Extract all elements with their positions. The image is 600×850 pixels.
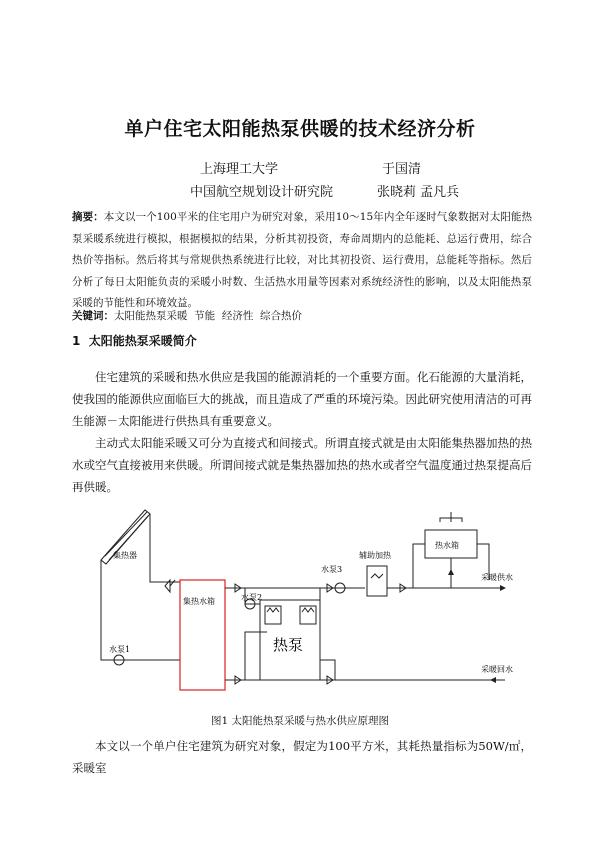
affiliation-org-1: 上海理工大学 [200,162,279,177]
label-pump1: 水泵1 [109,645,131,654]
label-supply: 采暖供水 [481,573,513,582]
label-return: 采暖回水 [481,665,513,674]
paragraph-3: 本文以一个单户住宅建筑为研究对象，假定为100平方米，其耗热量指标为50W/㎡，采暖室 [72,739,532,775]
system-schematic [95,500,525,700]
aux-heater-box [367,566,387,596]
keywords-text: 太阳能热泵采暖 节能 经济性 综合热价 [114,310,303,322]
paper-title: 单户住宅太阳能热泵供暖的技术经济分析 [124,118,476,140]
label-aux-heater: 辅助加热 [359,551,391,560]
label-collector: 集热器 [113,551,137,560]
section-title: 太阳能热泵采暖简介 [88,334,197,348]
label-tank: 集热水箱 [183,597,215,606]
paragraph-2: 主动式太阳能采暖又可分为直接式和间接式。所谓直接式就是由太阳能集热器加热的热水或空气直接被用来供暖。所谓间接式就是集热器加热的热水或者空气温度通过热泵提高后再供暖。 [72,436,532,494]
keywords-label: 关键词： [72,310,114,322]
label-heatpump: 热泵 [273,636,304,654]
abstract-label: 摘要： [72,211,104,223]
keywords [72,308,302,323]
paragraph-1: 住宅建筑的采暖和热水供应是我国的能源消耗的一个重要方面。化石能源的大量消耗，使我国的能源供应面临巨大的挑战，而且造成了严重的环境污染。因此研究使用清洁的可再生能源－太阳能进行供热具有重要意义。 [72,370,532,428]
label-pump3: 水泵3 [321,565,343,574]
affiliation-org-2: 中国航空规划设计研究院 [190,185,334,200]
abstract [72,207,532,315]
section-heading [72,332,197,349]
label-pump2: 水泵2 [241,593,263,602]
figure-caption: 图1 太阳能热泵采暖与热水供应原理图 [210,715,390,727]
abstract-text: 本文以一个100平米的住宅用户为研究对象，采用10～15年内全年逐时气象数据对太阳能热泵采暖系统进行模拟，根据模拟的结果，分析其初投资，寿命周期内的总能耗、总运行费用，综合热价等指标。然后将其与常规供热系统进行比较，对比其初投资、运行费用，总能耗等指标。然后分析了每日太阳能负责的采暖小时数、生活热水用量等因素对系统经济性的影响，以及太阳能热泵采暖的节能性和环境效益。 [72,211,533,309]
affiliation-authors-2: 张晓莉 孟凡兵 [377,185,460,200]
affiliation-authors-1: 于国清 [382,162,422,177]
section-number: 1 [72,334,81,348]
label-hot-tank: 热水箱 [435,541,459,550]
